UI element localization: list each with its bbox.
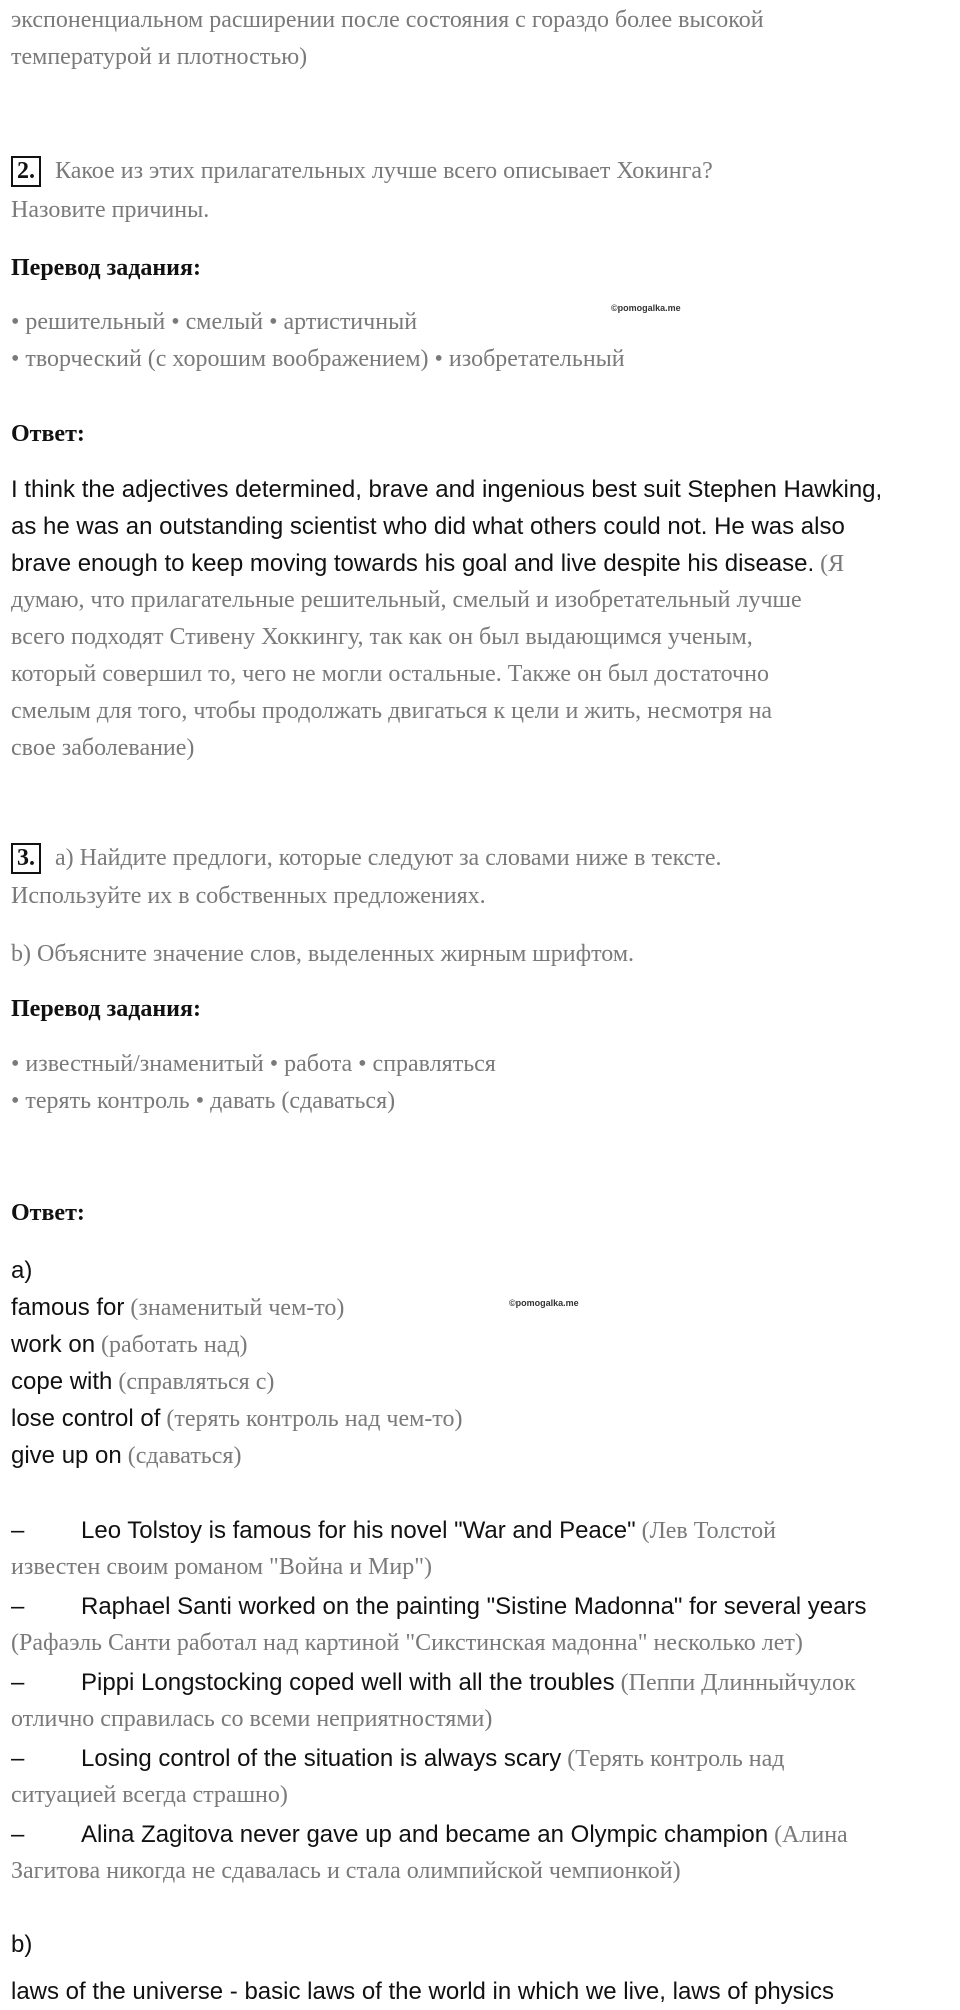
- task2-number-badge: 2.: [11, 156, 41, 187]
- phrase-en: work on: [11, 1331, 96, 1358]
- watermark-2: ©pomogalka.me: [509, 1298, 579, 1308]
- phrase-item: [11, 1363, 274, 1401]
- task2-question-line-1: [11, 153, 713, 190]
- task3-question-line-3: b) Объясните значение слов, выделенных жирным шрифтом.: [11, 941, 635, 967]
- example-item: [11, 1588, 867, 1626]
- phrase-ru: (терять контроль над чем-то): [160, 1406, 463, 1432]
- example-ru-continuation: ситуацией всегда страшно): [11, 1782, 288, 1808]
- example-en: Pippi Longstocking coped well with all the troubles: [81, 1669, 615, 1696]
- phrase-ru: (сдаваться): [121, 1443, 242, 1469]
- phrase-item: [11, 1400, 462, 1438]
- example-en: Raphael Santi worked on the painting "Sistine Madonna" for several years: [81, 1593, 867, 1620]
- example-ru: (Лев Толстой: [635, 1518, 776, 1544]
- example-ru-continuation: (Рафаэль Санти работал над картиной "Сикстинская мадонна" несколько лет): [11, 1630, 803, 1656]
- task3-question-text: a) Найдите предлоги, которые следуют за словами ниже в тексте.: [55, 845, 722, 871]
- task3-translation-heading: Перевод задания:: [11, 996, 201, 1022]
- example-item: [11, 1664, 856, 1702]
- task2-answer-ru-3: (Я: [814, 551, 845, 577]
- watermark-1: ©pomogalka.me: [611, 303, 681, 313]
- example-ru: (Терять контроль над: [561, 1746, 785, 1772]
- phrase-item: [11, 1289, 344, 1327]
- task2-answer-ru-6: который совершил то, чего не могли остальные. Также он был достаточно: [11, 661, 769, 687]
- task3-question-line-2: Используйте их в собственных предложениях.: [11, 883, 486, 909]
- phrase-item: [11, 1326, 248, 1364]
- list-dash: –: [11, 1593, 25, 1620]
- example-ru: (Пеппи Длинныйчулок: [614, 1670, 856, 1696]
- phrase-en: cope with: [11, 1368, 113, 1395]
- task2-translation-line-2: • творческий (с хорошим воображением) • изобретательный: [11, 346, 625, 372]
- example-en: Losing control of the situation is always scary: [81, 1745, 562, 1772]
- task2-answer-ru-8: свое заболевание): [11, 735, 195, 761]
- example-item: [11, 1512, 776, 1550]
- task2-answer-ru-5: всего подходят Стивену Хоккингу, так как он был выдающимся ученым,: [11, 624, 753, 650]
- phrase-item: [11, 1437, 241, 1475]
- task2-answer-en-1: I think the adjectives determined, brave and ingenious best suit Stephen Hawking,: [11, 476, 883, 503]
- task2-answer-en-2: as he was an outstanding scientist who did what others could not. He was also: [11, 513, 845, 540]
- phrase-ru: (знаменитый чем-то): [124, 1295, 345, 1321]
- task2-answer-ru-4: думаю, что прилагательные решительный, смелый и изобретательный лучше: [11, 587, 802, 613]
- example-ru: (Алина: [768, 1822, 848, 1848]
- task3-part-a-label: a): [11, 1257, 33, 1284]
- task2-answer-en-3: brave enough to keep moving towards his goal and live despite his disease.: [11, 550, 815, 577]
- task3-part-b-label: b): [11, 1931, 33, 1958]
- intro-line-2: температурой и плотностью): [11, 44, 308, 70]
- list-dash: –: [11, 1517, 25, 1544]
- phrase-en: famous for: [11, 1294, 125, 1321]
- phrase-en: lose control of: [11, 1405, 161, 1432]
- example-en: Alina Zagitova never gave up and became an Olympic champion: [81, 1821, 769, 1848]
- phrase-ru: (справляться с): [112, 1369, 275, 1395]
- intro-line-1: экспоненциальном расширении после состояния с гораздо более высокой: [11, 7, 764, 33]
- example-item: [11, 1740, 784, 1778]
- task3-translation-line-2: • терять контроль • давать (сдаваться): [11, 1088, 396, 1114]
- task3-question-line-1: [11, 840, 721, 877]
- phrase-en: give up on: [11, 1442, 122, 1469]
- list-dash: –: [11, 1745, 25, 1772]
- task2-translation-heading: Перевод задания:: [11, 255, 201, 281]
- example-item: [11, 1816, 848, 1854]
- example-en: Leo Tolstoy is famous for his novel "War and Peace": [81, 1517, 636, 1544]
- task2-answer-line-3: [11, 545, 844, 583]
- task3-translation-line-1: • известный/знаменитый • работа • справляться: [11, 1051, 496, 1077]
- example-ru-continuation: известен своим романом "Война и Мир"): [11, 1554, 433, 1580]
- task2-answer-heading: Ответ:: [11, 421, 85, 447]
- example-ru-continuation: отлично справилась со всеми неприятностями): [11, 1706, 493, 1732]
- example-ru-continuation: Загитова никогда не сдавалась и стала олимпийской чемпионкой): [11, 1858, 681, 1884]
- task2-question-text: Какое из этих прилагательных лучше всего описывает Хокинга?: [55, 158, 713, 184]
- list-dash: –: [11, 1821, 25, 1848]
- list-dash: –: [11, 1669, 25, 1696]
- task3-part-b-line-1: laws of the universe - basic laws of the world in which we live, laws of physics: [11, 1978, 835, 2005]
- task2-translation-line-1: • решительный • смелый • артистичный: [11, 309, 418, 335]
- task2-answer-ru-7: смелым для того, чтобы продолжать двигаться к цели и жить, несмотря на: [11, 698, 773, 724]
- task3-number-badge: 3.: [11, 843, 41, 874]
- task3-answer-heading: Ответ:: [11, 1200, 85, 1226]
- task2-question-line-2: Назовите причины.: [11, 197, 210, 223]
- phrase-ru: (работать над): [95, 1332, 248, 1358]
